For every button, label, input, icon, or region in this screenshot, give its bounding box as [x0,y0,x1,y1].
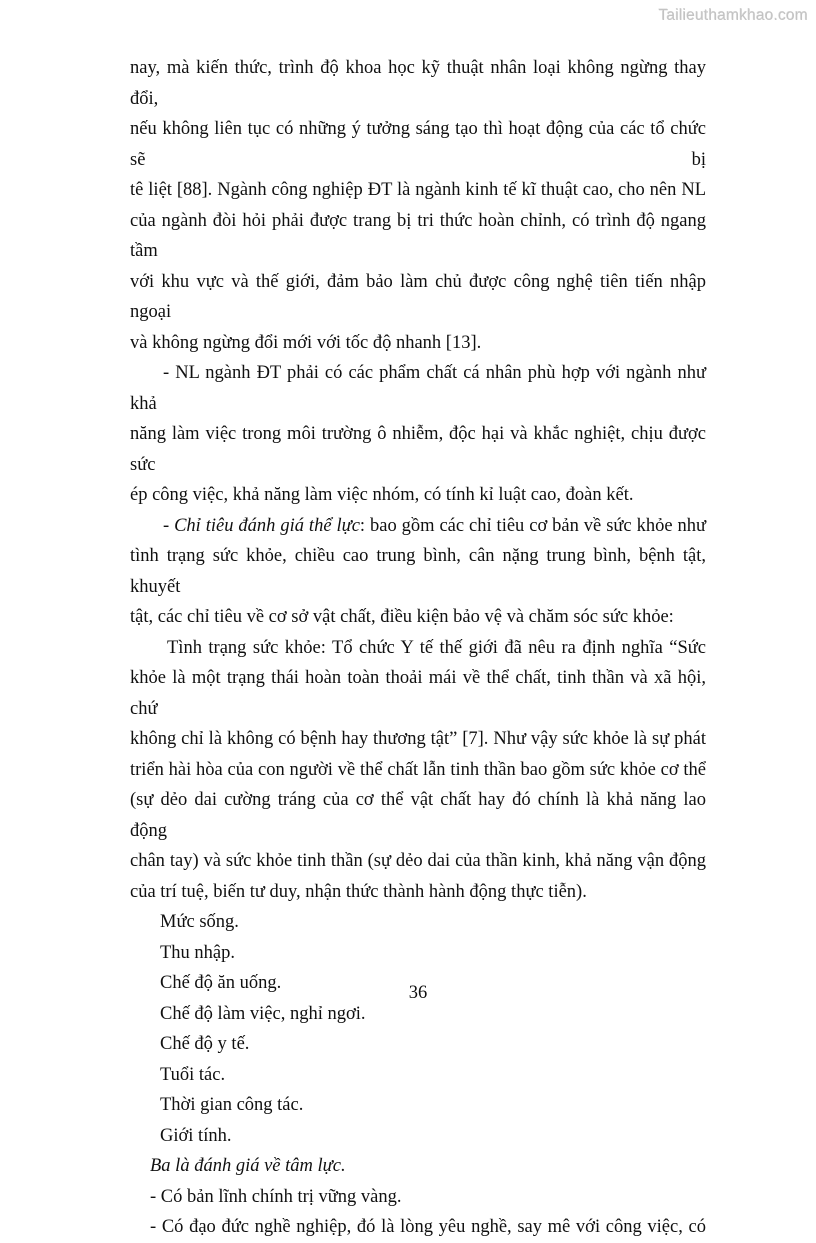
text-run: Tuổi tác. [160,1064,226,1085]
text-line [130,602,706,633]
paragraph [130,1182,706,1213]
text-run: không chỉ là không có bệnh hay thương tật” [7]. Như vậy sức khỏe là sự phát [130,729,706,749]
text-line [130,114,706,175]
paragraph [130,511,706,633]
text-run: tình trạng sức khỏe, chiều cao trung bình, cân nặng trung bình, bệnh tật, khuyết [130,546,706,597]
text-run: và không ngừng đổi mới với tốc độ nhanh [13]. [130,332,482,353]
text-run: - [163,515,175,536]
text-run: tê liệt [88]. Ngành công nghiệp ĐT là ngành kinh tế kĩ thuật cao, cho nên NL [130,180,706,200]
text-run: - NL ngành ĐT phải có các phẩm chất cá nhân phù hợp với ngành như khả [130,363,706,414]
text-line [130,724,706,755]
text-run: Chế độ làm việc, nghỉ ngơi. [160,1003,366,1024]
text-line [130,1182,706,1213]
text-line [130,511,706,542]
text-run: Tình trạng sức khỏe: Tổ chức Y tế thế giới đã nêu ra định nghĩa “Sức [167,637,706,658]
paragraph [130,1212,706,1243]
text-run: Giới tính. [160,1125,232,1146]
text-run: với khu vực và thế giới, đảm bảo làm chủ được công nghệ tiên tiến nhập ngoại [130,271,706,322]
text-run: ép công việc, khả năng làm việc nhóm, có tính kỉ luật cao, đoàn kết. [130,485,634,505]
text-run: Thu nhập. [160,942,236,963]
text-run: khỏe là một trạng thái hoàn toàn thoải mái về thể chất, tinh thần và xã hội, chứ [130,668,706,719]
text-run: năng làm việc trong môi trường ô nhiễm, độc hại và khắc nghiệt, chịu được sức [130,424,706,475]
paragraph [130,938,706,969]
text-line [130,419,706,480]
text-run: Mức sống. [160,912,239,932]
text-line [130,938,706,969]
text-line [130,53,706,114]
text-line [130,1151,706,1182]
text-run: : bao gồm các chỉ tiêu cơ bản về sức khỏe như [359,515,706,536]
text-run: của trí tuệ, biến tư duy, nhận thức thành hành động thực tiễn). [130,881,587,902]
text-line [130,663,706,724]
italic-text-run: Chỉ tiêu đánh giá thể lực [174,515,360,536]
text-line [130,1121,706,1152]
paragraph [130,1121,706,1152]
text-run: của ngành đòi hỏi phải được trang bị tri thức hoàn chỉnh, có trình độ ngang tầm [130,210,706,261]
text-line [130,1090,706,1121]
text-line [130,907,706,938]
text-line [130,328,706,359]
text-line [130,633,706,664]
text-line [130,267,706,328]
text-run: - Có đạo đức nghề nghiệp, đó là lòng yêu nghề, say mê với công việc, có [150,1217,706,1237]
text-run: (sự dẻo dai cường tráng của cơ thể vật chất hay đó chính là khả năng lao động [130,790,706,841]
text-line [130,480,706,511]
text-line [130,541,706,602]
text-run: - Có bản lĩnh chính trị vững vàng. [150,1186,402,1207]
text-line [130,358,706,419]
text-line [130,1212,706,1243]
text-body [130,53,706,1243]
text-run: nay, mà kiến thức, trình độ khoa học kỹ thuật nhân loại không ngừng thay đổi, [130,58,706,109]
text-run: chân tay) và sức khỏe tinh thần (sự dẻo dai của thần kinh, khả năng vận động [130,851,706,871]
text-run: Thời gian công tác. [160,1095,304,1115]
watermark-text: Tailieuthamkhao.com [658,7,808,24]
text-line [130,846,706,877]
page-number: 36 [408,983,428,1003]
text-run: tật, các chỉ tiêu về cơ sở vật chất, điều kiện bảo vệ và chăm sóc sức khỏe: [130,607,674,627]
paragraph [130,1060,706,1091]
paragraph [130,633,706,908]
text-run: nếu không liên tục có những ý tưởng sáng tạo thì hoạt động của các tổ chức sẽ bị [130,119,706,170]
paragraph [130,1151,706,1182]
paragraph [130,358,706,511]
paragraph [130,1090,706,1121]
paragraph [130,1029,706,1060]
paragraph [130,907,706,938]
text-line [130,785,706,846]
text-line [130,877,706,908]
text-run: triển hài hòa của con người về thể chất lẫn tinh thần bao gồm sức khỏe cơ thể [130,759,706,780]
text-line [130,175,706,206]
text-line [130,755,706,786]
text-run: Chế độ ăn uống. [160,973,282,993]
text-line [130,206,706,267]
text-run: Ba là đánh giá về tâm lực. [150,1156,346,1176]
paragraph [130,53,706,358]
text-line [130,1029,706,1060]
text-line [130,1060,706,1091]
text-run: Chế độ y tế. [160,1034,250,1054]
